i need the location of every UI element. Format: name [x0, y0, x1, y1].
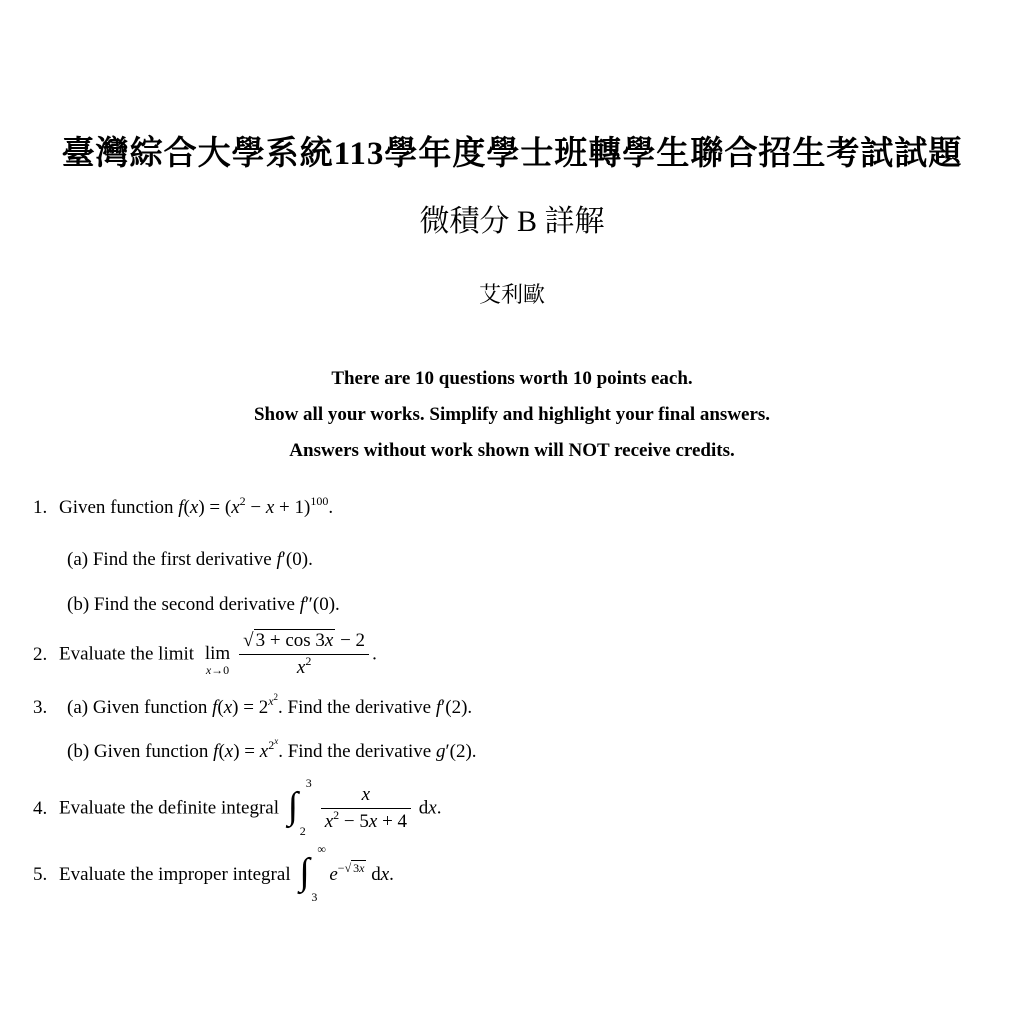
question-1	[33, 494, 334, 519]
exam-title: 臺灣綜合大學系統113學年度學士班轉學生聯合招生考試試題	[61, 136, 963, 172]
question-number: 1.	[33, 497, 48, 518]
question-text: Evaluate the improper integral	[59, 864, 291, 885]
part-text: Find the second derivative	[93, 594, 295, 615]
part-text: Find the first derivative	[92, 549, 272, 570]
formula: $f(x) = x^{2^x}$.	[213, 736, 283, 762]
question-text: Evaluate the definite integral	[59, 797, 279, 819]
formula: g′(2).	[435, 741, 477, 762]
fraction: $\frac{√ 3 + \cos 3x - 2}{x^2}$	[239, 630, 369, 679]
integral-sign: ∫ 3 2	[287, 775, 312, 838]
integral-sign: ∫ ∞ 3	[299, 842, 326, 904]
author-name: 艾利歐	[478, 282, 545, 307]
question-3b	[67, 736, 477, 763]
formula: f′(0).	[276, 549, 313, 570]
question-2: 2. Evaluate the limit lim x→0 $\frac{√ 3 + \cos 3x - 2}{x^2}$ .	[33, 630, 377, 678]
question-4: 4. Evaluate the definite integral ∫ 3 2 $\frac{x}{x^2 - 5x + 4}$ dx.	[33, 775, 442, 838]
formula: $f(x) = (x^2 - x + 1)^{100}$.	[178, 494, 334, 518]
question-text: Evaluate the limit	[59, 643, 195, 665]
part-label: (a)	[67, 549, 89, 570]
question-number: 2.	[33, 643, 48, 665]
part-label: (b)	[67, 741, 90, 762]
question-number: 3.	[33, 697, 48, 718]
question-text: Given function	[59, 497, 174, 518]
formula: f′(2).	[435, 697, 473, 718]
part-text: Given function	[92, 697, 208, 718]
question-1b	[67, 594, 340, 616]
question-3a	[33, 692, 473, 719]
instruction-line-3: Answers without work shown will NOT receive credits.	[289, 440, 735, 461]
formula: $f(x) = 2^{x^2}$.	[212, 692, 283, 718]
limit-operator: lim x→0	[204, 642, 231, 677]
question-number: 5.	[33, 864, 48, 885]
part-tail: Find the derivative	[287, 741, 432, 762]
instruction-line-1: There are 10 questions worth 10 points each.	[331, 368, 693, 389]
instruction-line-2: Show all your works. Simplify and highlight your final answers.	[253, 404, 771, 425]
part-text: Given function	[93, 741, 209, 762]
fraction: $\frac{x}{x^2 - 5x + 4}$	[321, 784, 411, 833]
question-1a	[67, 549, 313, 571]
part-tail: Find the derivative	[287, 697, 432, 718]
exam-subtitle: 微積分 B 詳解	[419, 205, 605, 238]
formula: $e^{-√ 3x}$ dx.	[329, 861, 394, 885]
formula: f″(0).	[299, 594, 340, 615]
question-number: 4.	[33, 797, 48, 819]
question-5	[33, 842, 394, 904]
part-label: (b)	[67, 594, 90, 615]
part-label: (a)	[67, 697, 89, 718]
